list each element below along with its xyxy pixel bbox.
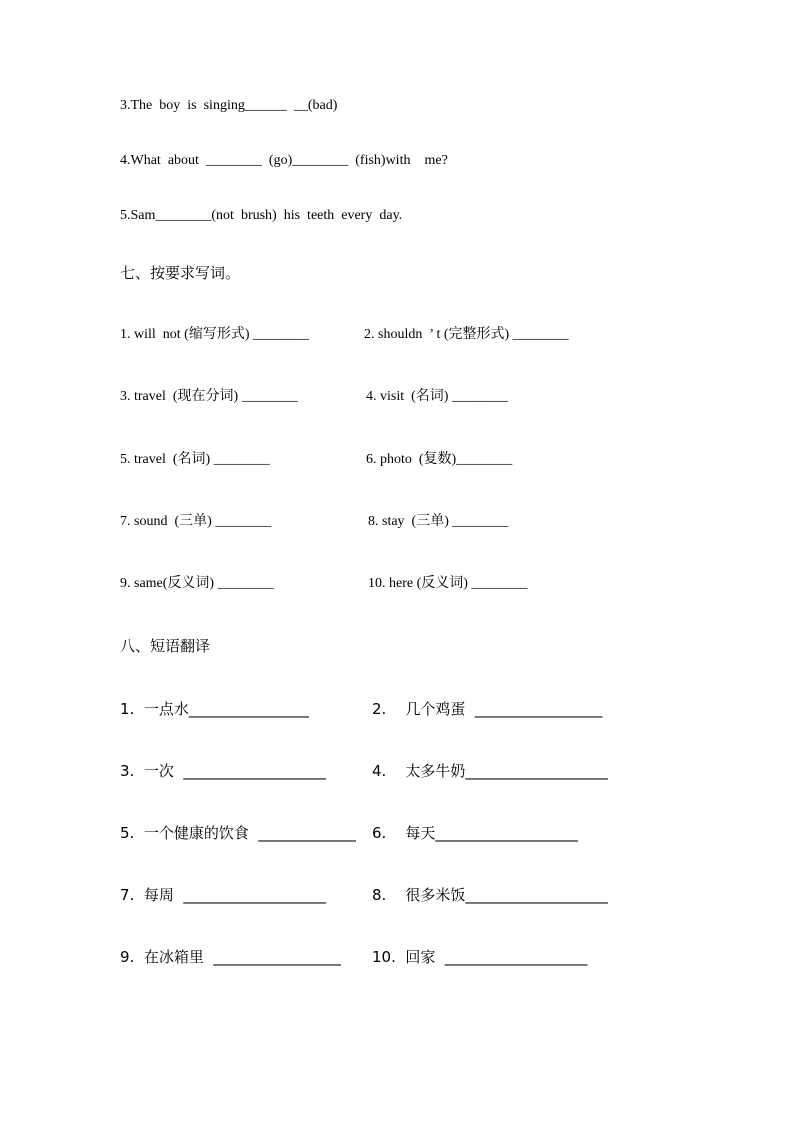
s7-item-7: 7. sound (三单) ________ xyxy=(120,514,272,529)
s7-item-2: 2. shouldn ’ t (完整形式) ________ xyxy=(364,327,569,342)
s7-item-8: 8. stay (三单) ________ xyxy=(368,514,509,529)
s7-item-6: 6. photo (复数)________ xyxy=(366,452,513,467)
s7-item-4: 4. visit (名词) ________ xyxy=(366,389,508,404)
s8-item-5: 5. 一个健康的饮食 _____________ xyxy=(120,824,356,842)
s7-item-5: 5. travel (名词) ________ xyxy=(120,452,270,467)
s8-item-1: 1. 一点水________________ xyxy=(120,700,309,718)
s7-item-10: 10. here (反义词) ________ xyxy=(368,576,528,591)
s8-item-2: 2. 几个鸡蛋 _________________ xyxy=(372,700,603,718)
s8-item-9: 9. 在冰箱里 _________________ xyxy=(120,948,341,966)
s8-item-6: 6. 每天___________________ xyxy=(372,824,578,842)
s7-item-3: 3. travel (现在分词) ________ xyxy=(120,389,298,404)
s8-item-10: 10. 回家 ___________________ xyxy=(372,948,588,966)
s8-item-8: 8. 很多米饭___________________ xyxy=(372,886,608,904)
s7-item-9: 9. same(反义词) ________ xyxy=(120,576,274,591)
s8-item-4: 4. 太多牛奶___________________ xyxy=(372,762,608,780)
sentence-4: 4.What about ________ (go)________ (fish)with me? xyxy=(120,153,448,168)
sentence-5: 5.Sam________(not brush) his teeth every day. xyxy=(120,208,403,223)
s8-item-7: 7. 每周 ___________________ xyxy=(120,886,326,904)
section-8-heading: 八、短语翻译 xyxy=(120,637,211,655)
s7-item-1: 1. will not (缩写形式) ________ xyxy=(120,327,309,342)
sentence-3: 3.The boy is singing______ __(bad) xyxy=(120,98,338,113)
section-7-heading: 七、按要求写词。 xyxy=(120,264,241,282)
s8-item-3: 3. 一次 ___________________ xyxy=(120,762,326,780)
